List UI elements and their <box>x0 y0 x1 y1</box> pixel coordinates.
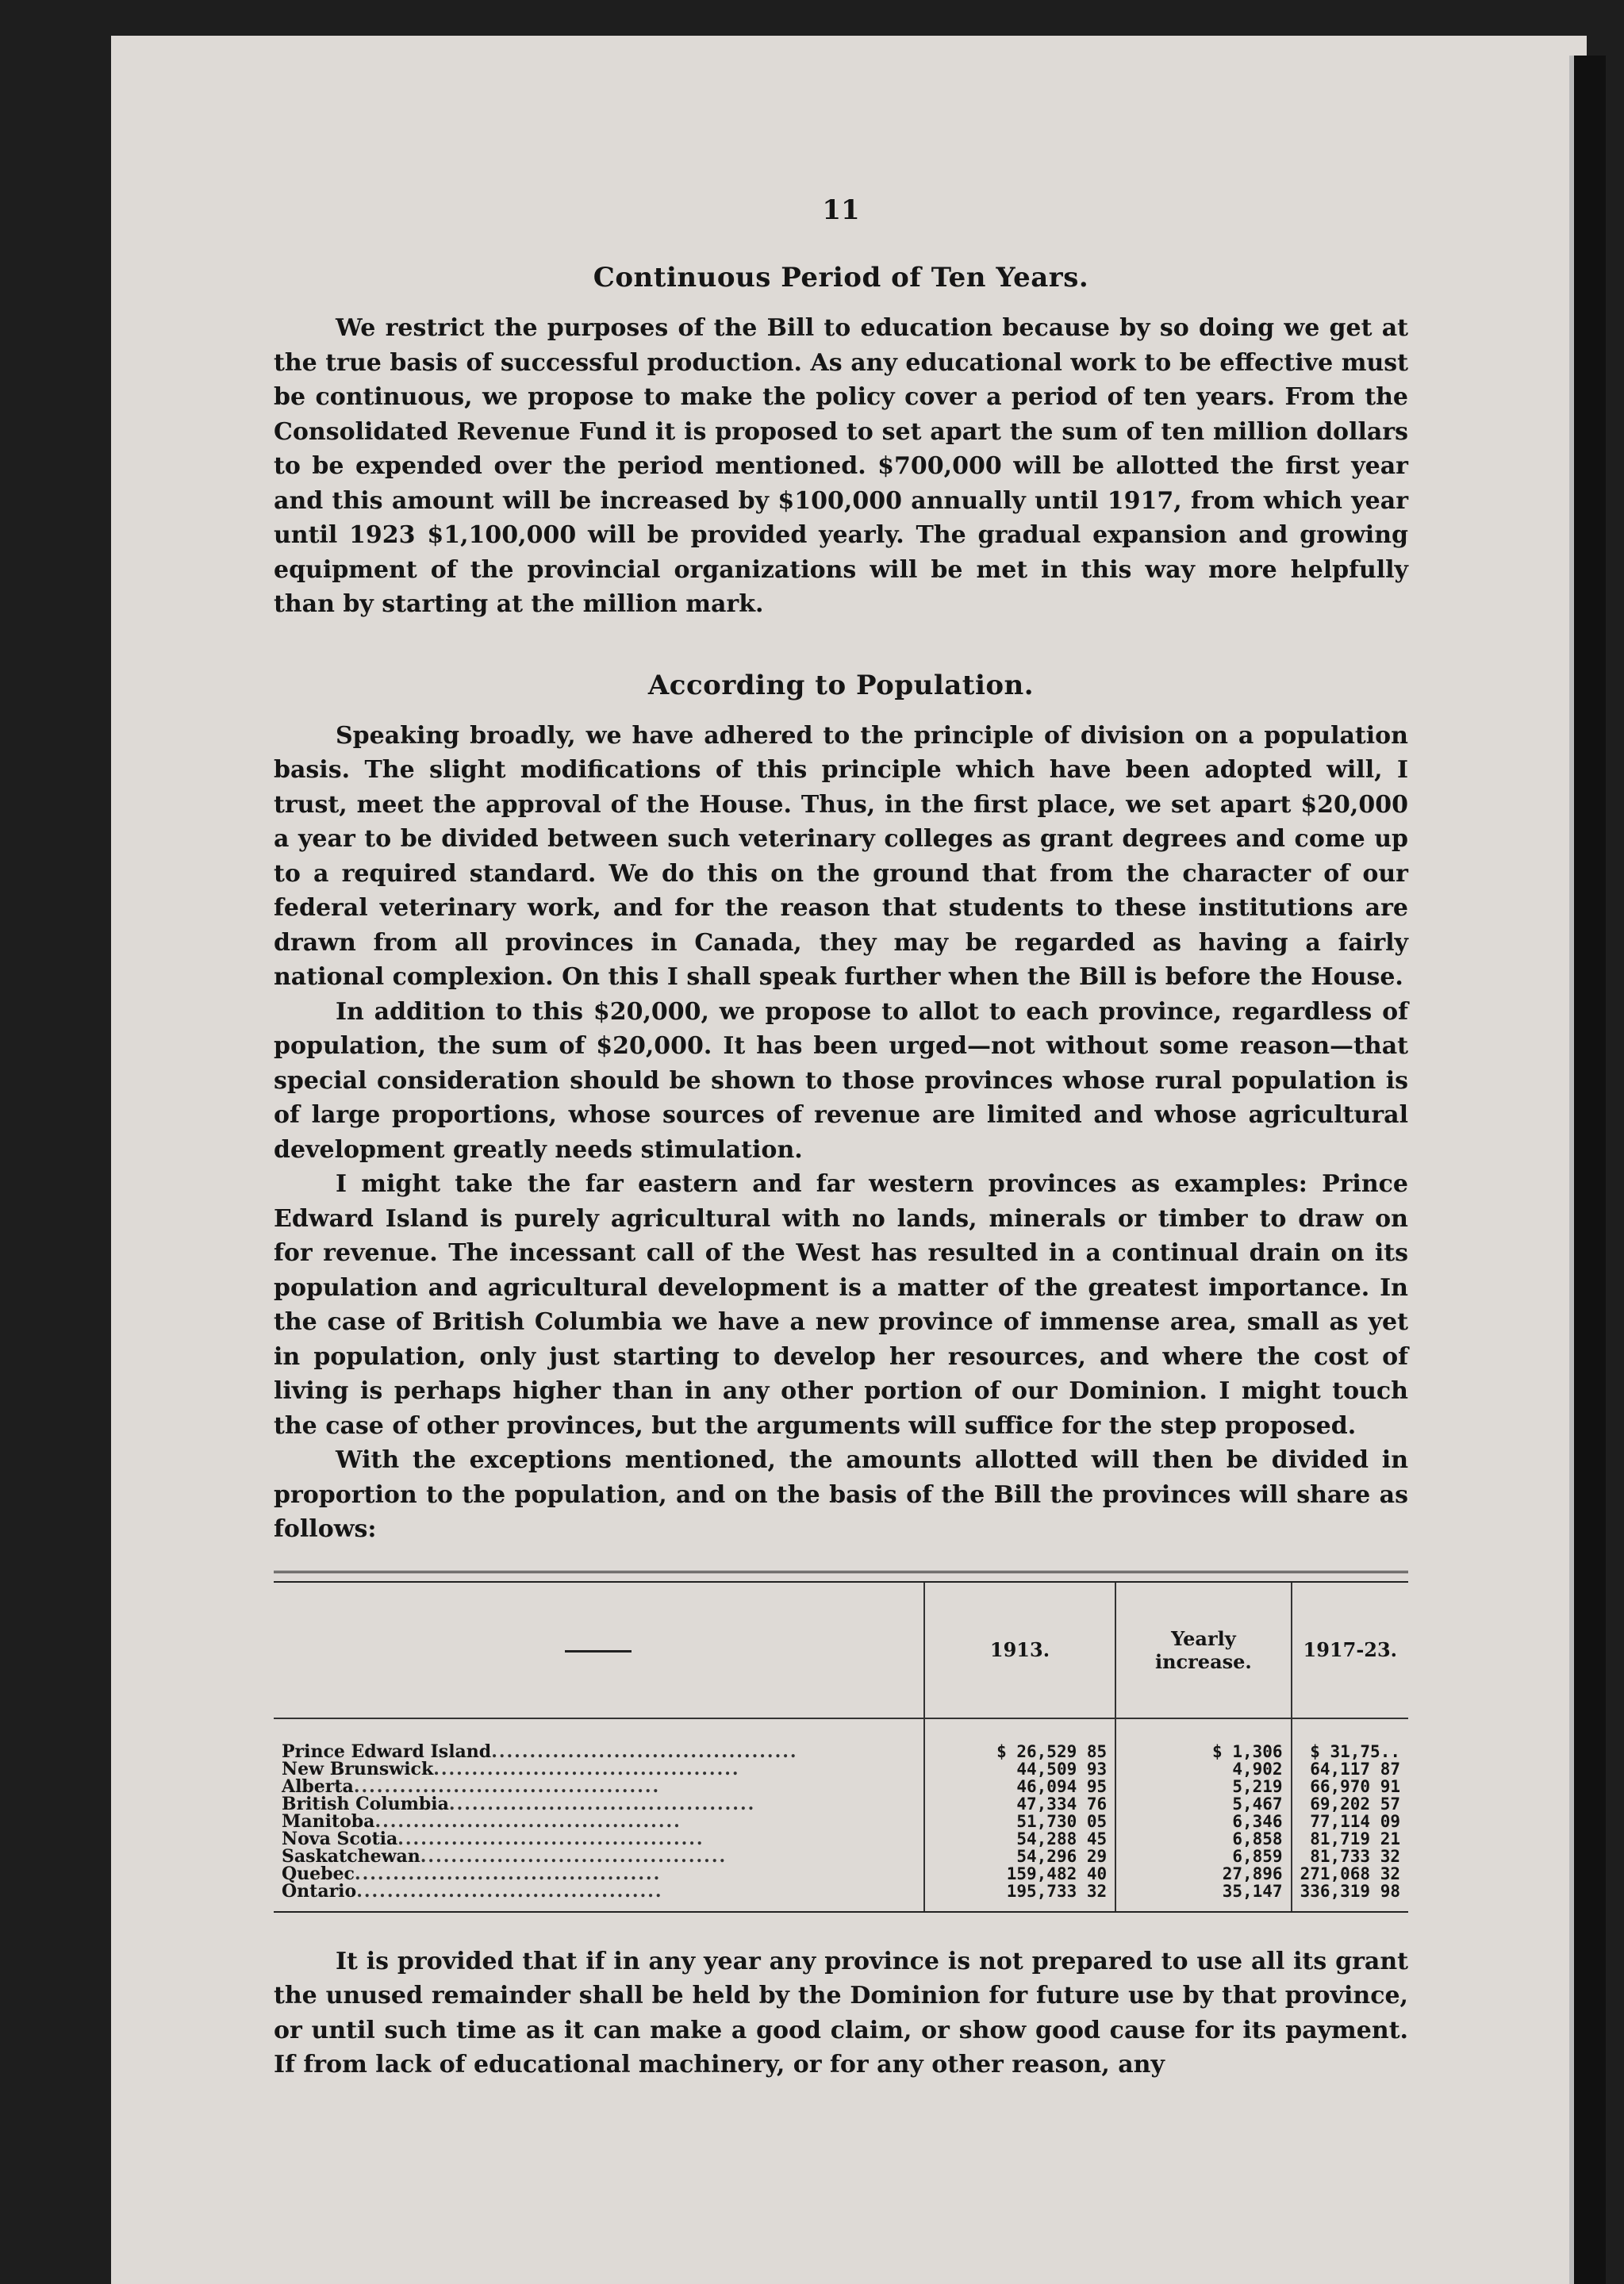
value-increase: 6,859 <box>1115 1848 1291 1865</box>
leader-dots: ........................................ <box>448 1795 756 1813</box>
value-1917-23: 81,719 21 <box>1310 1829 1400 1848</box>
value-1913: 54,288 45 <box>924 1830 1115 1848</box>
leader-dots: ........................................ <box>433 1760 740 1778</box>
allotment-table-wrapper <box>274 1571 1408 1913</box>
province-cell <box>274 1848 924 1865</box>
value-increase: 5,467 <box>1115 1795 1291 1813</box>
paragraph: With the exceptions mentioned, the amounts allotted will then be divided in proportion to the population, and on the basis of the Bill the provinces will share as follows: <box>274 1446 1408 1543</box>
province-name: Manitoba <box>282 1812 375 1830</box>
province-name: British Columbia <box>282 1795 449 1813</box>
table-row <box>274 1865 1408 1883</box>
leader-dots: ........................................ <box>374 1812 681 1830</box>
allotment-table <box>274 1583 1408 1913</box>
province-cell <box>274 1795 924 1813</box>
value-1917-23: 81,733 32 <box>1310 1846 1400 1866</box>
province-cell <box>274 1778 924 1795</box>
value-increase: 27,896 <box>1115 1865 1291 1883</box>
province-name: Nova Scotia <box>282 1829 398 1848</box>
table-row <box>274 1718 1408 1760</box>
value-1917-23: 64,117 87 <box>1310 1759 1400 1779</box>
scan-edge <box>1569 56 1606 2284</box>
province-cell <box>274 1883 924 1912</box>
value-1913: 47,334 76 <box>924 1795 1115 1813</box>
leader-dots: ........................................ <box>491 1741 798 1760</box>
value-1917-23: 77,114 09 <box>1310 1811 1400 1831</box>
value-1917-23: $ 31,75.. <box>1310 1741 1400 1761</box>
value-1913: 54,296 29 <box>924 1848 1115 1865</box>
table-top-rule <box>274 1571 1408 1583</box>
value-increase: 6,858 <box>1115 1830 1291 1848</box>
paragraph: Speaking broadly, we have adhered to the principle of division on a population basis. The slight modifications of this principle which have been adopted will, I trust, meet the approval of the House. Thus, in the first place, we set apart $20,000 a year to be divided between such veterinary colleges as grant degrees and come up to a required standard. We do this on the ground that from the character of our federal veterinary work, and for the reason that students to these institutions are drawn from all provinces in Canada, they may be regarded as having a fairly national complexion. On this I shall speak further when the Bill is before the House. <box>274 721 1408 991</box>
table-row <box>274 1883 1408 1912</box>
leader-dots: ........................................ <box>356 1882 663 1902</box>
province-cell <box>274 1865 924 1883</box>
value-increase: 6,346 <box>1115 1813 1291 1830</box>
value-1913: 195,733 32 <box>924 1883 1115 1912</box>
value-1913: 159,482 40 <box>924 1865 1115 1883</box>
leader-dots: ........................................ <box>420 1847 728 1865</box>
province-cell <box>274 1830 924 1848</box>
value-1917-23: 271,068 32 <box>1300 1864 1400 1883</box>
table-row <box>274 1848 1408 1865</box>
header-dash <box>565 1650 632 1653</box>
value-1913: 51,730 05 <box>924 1813 1115 1830</box>
section-heading-population: According to Population. <box>647 669 1035 701</box>
paragraph: I might take the far eastern and far western provinces as examples: Prince Edward Island is purely agricultural with no lands, minerals or timber to draw on for revenue. The incessant call of the West has resulted in a continual drain on its population and agricultural development is a matter of the greatest importance. In the case of British Columbia we have a new province of immense area, small as yet in population, only just starting to develop her resources, and where the cost of living is perhaps higher than in any other portion of our Dominion. I might touch the case of other provinces, but the arguments will suffice for the step proposed. <box>274 1170 1408 1440</box>
province-cell <box>274 1718 924 1760</box>
table-header-row <box>274 1583 1408 1718</box>
province-cell <box>274 1813 924 1830</box>
table-row <box>274 1830 1408 1848</box>
province-name: Ontario <box>282 1882 357 1902</box>
paragraph: In addition to this $20,000, we propose to allot to each province, regardless of population, the sum of $20,000. It has been urged—not without some reason—that special consideration should be shown to those provinces whose rural population is of large proportions, whose sources of revenue are limited and whose agricultural development greatly needs stimulation. <box>274 997 1408 1164</box>
value-1917-23: 69,202 57 <box>1310 1794 1400 1814</box>
province-name: Alberta <box>282 1777 354 1795</box>
value-increase: 35,147 <box>1115 1883 1291 1912</box>
value-1917-23: 66,970 91 <box>1310 1776 1400 1796</box>
header-1913: 1913. <box>924 1583 1115 1718</box>
table-row <box>274 1795 1408 1813</box>
province-cell <box>274 1760 924 1778</box>
table-row <box>274 1778 1408 1795</box>
leader-dots: ........................................ <box>397 1829 705 1848</box>
value-1913: $ 26,529 85 <box>924 1718 1115 1760</box>
page-content <box>274 190 1408 2082</box>
province-name: Prince Edward Island <box>282 1741 492 1760</box>
table-row <box>274 1813 1408 1830</box>
header-1917-23: 1917-23. <box>1292 1583 1408 1718</box>
closing-paragraph: It is provided that if in any year any province is not prepared to use all its grant the unused remainder shall be held by the Dominion for future use by that province, or until such time as it can make a good claim, or show good cause for its payment. If from lack of educational machinery, or for any other reason, any <box>274 1947 1408 2079</box>
value-increase: 5,219 <box>1115 1778 1291 1795</box>
table-row <box>274 1760 1408 1778</box>
province-name: Quebec <box>282 1864 355 1883</box>
value-1917-23: 336,319 98 <box>1292 1883 1408 1912</box>
header-province <box>274 1583 924 1718</box>
paragraph: We restrict the purposes of the Bill to education because by so doing we get at the true basis of successful production. As any educational work to be effective must be continuous, we propose to make the policy cover a period of ten years. From the Consolidated Revenue Fund it is proposed to set apart the sum of ten million dollars to be expended over the period mentioned. $700,000 will be allotted the first year and this amount will be increased by $100,000 annually until 1917, from which year until 1923 $1,100,000 will be provided yearly. The gradual expansion and growing equipment of the provincial organizations will be met in this way more helpfully than by starting at the million mark. <box>274 314 1408 618</box>
section-heading-ten-years: Continuous Period of Ten Years. <box>593 262 1089 294</box>
leader-dots: ........................................ <box>353 1777 661 1795</box>
province-name: New Brunswick <box>282 1760 434 1778</box>
value-increase: 4,902 <box>1115 1760 1291 1778</box>
leader-dots: ........................................ <box>354 1864 662 1883</box>
value-increase: $ 1,306 <box>1115 1718 1291 1760</box>
value-1913: 46,094 95 <box>924 1778 1115 1795</box>
province-name: Saskatchewan <box>282 1847 420 1865</box>
value-1913: 44,509 93 <box>924 1760 1115 1778</box>
header-yearly-increase: Yearly increase. <box>1115 1583 1291 1718</box>
page-number: 11 <box>822 194 860 226</box>
